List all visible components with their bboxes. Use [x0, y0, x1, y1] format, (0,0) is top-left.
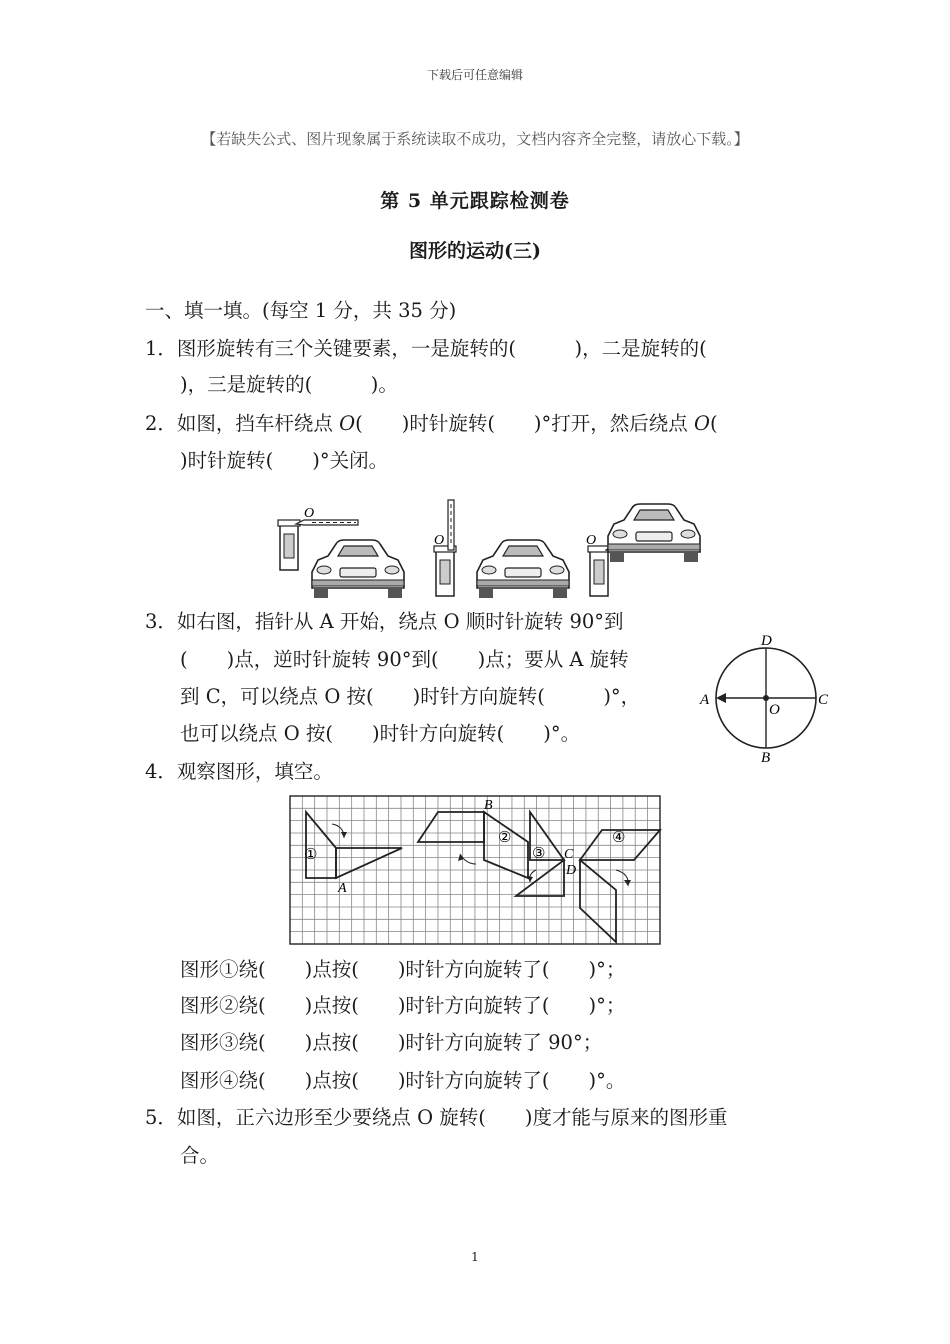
question-1-line-1: 1．图形旋转有三个关键要素，一是旋转的( )，二是旋转的(	[145, 337, 707, 360]
page-subtitle: 图形的运动(三)	[409, 240, 541, 262]
shape-3-label: ③	[532, 846, 546, 862]
page-number: 1	[471, 1250, 479, 1264]
question-1-line-2: )，三是旋转的( )。	[180, 373, 398, 396]
download-notice: 【若缺失公式、图片现象属于系统读取不成功，文档内容齐全完整，请放心下载。】	[201, 130, 749, 148]
rotation-grid-figure	[288, 794, 662, 946]
point-a-label: A	[338, 881, 347, 896]
shape-1-label: ①	[304, 847, 318, 863]
label-o: O	[769, 702, 780, 718]
question-3-line-2: ( )点，逆时针旋转 90°到( )点；要从 A 旋转	[180, 648, 629, 671]
label-c: C	[818, 692, 829, 708]
barrier-gate-figure	[276, 496, 706, 602]
question-4-row-2: 图形②绕( )点按( )时针方向旋转了( )°；	[180, 994, 626, 1017]
shape-2-label: ②	[498, 830, 512, 846]
shape-4-label: ④	[612, 830, 626, 846]
pivot-label-o: O	[304, 506, 315, 521]
question-3-line-4: 也可以绕点 O 按( )时针方向旋转( )°。	[180, 722, 581, 745]
point-d-label: D	[566, 863, 577, 878]
question-4-row-4: 图形④绕( )点按( )时针方向旋转了( )°。	[180, 1069, 626, 1092]
label-b: B	[761, 750, 771, 766]
clock-dial-figure	[695, 628, 840, 768]
point-c-label: C	[564, 847, 574, 862]
svg-text:O: O	[586, 533, 597, 548]
label-a: A	[700, 692, 710, 708]
label-d: D	[761, 633, 772, 649]
question-4-row-3: 图形③绕( )点按( )时针方向旋转了 90°；	[180, 1031, 603, 1054]
question-5-line-1: 5．如图，正六边形至少要绕点 O 旋转( )度才能与原来的图形重	[145, 1106, 728, 1129]
question-2-line-2: )时针旋转( )°关闭。	[180, 449, 389, 472]
question-3-line-3: 到 C，可以绕点 O 按( )时针方向旋转( )°，	[180, 685, 641, 708]
question-2-line-1: 2．如图，挡车杆绕点 O( )时针旋转( )°打开，然后绕点 O(	[145, 412, 718, 435]
header-note: 下载后可任意编辑	[426, 68, 523, 82]
question-4-row-1: 图形①绕( )点按( )时针方向旋转了( )°；	[180, 958, 626, 981]
question-4-line-1: 4．观察图形，填空。	[145, 760, 333, 783]
question-3-line-1: 3．如右图，指针从 A 开始，绕点 O 顺时针旋转 90°到	[145, 610, 624, 633]
section-heading: 一、填一填。(每空 1 分，共 35 分)	[145, 299, 457, 322]
question-5-line-2: 合。	[180, 1144, 220, 1167]
page-title: 第 5 单元跟踪检测卷	[380, 190, 570, 212]
point-b-label: B	[484, 798, 493, 813]
svg-text:O: O	[434, 533, 445, 548]
